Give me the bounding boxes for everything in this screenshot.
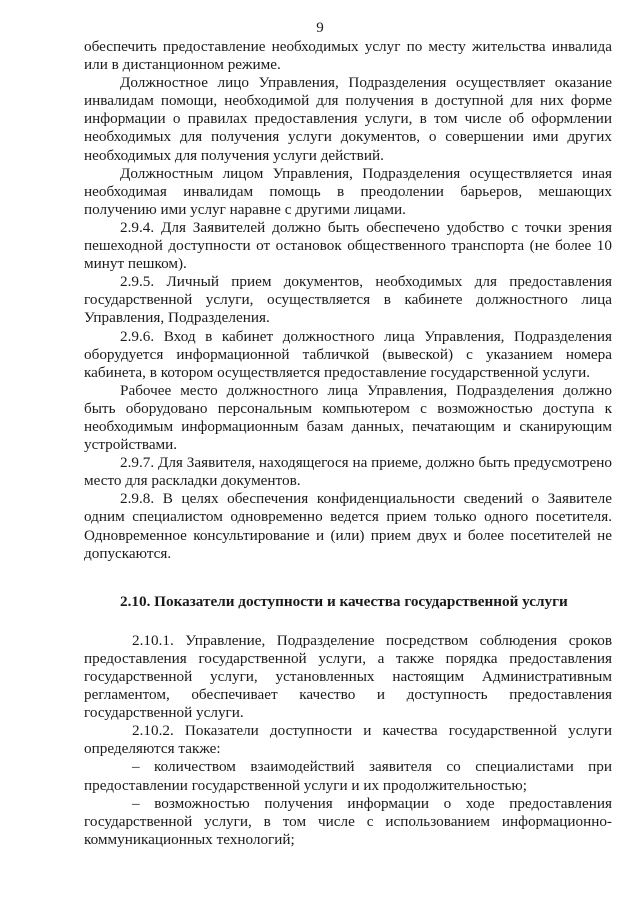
- list-item: – количеством взаимодействий заявителя со специалистами при предоставлении государственной услуги и их продолжительностью;: [84, 758, 612, 794]
- paragraph: Должностное лицо Управления, Подразделения осуществляет оказание инвалидам помощи, необходимой для получения в доступной для них форме информации о правилах предоставления услуги, в том числе об оформлении необходимых для получения услуги документов, о совершении ими других необходимых для получения услуги действий.: [84, 74, 612, 164]
- paragraph: обеспечить предоставление необходимых услуг по месту жительства инвалида или в дистанционном режиме.: [84, 38, 612, 74]
- paragraph: Должностным лицом Управления, Подразделения осуществляется иная необходимая инвалидам помощь в преодолении барьеров, мешающих получению ими услуг наравне с другими лицами.: [84, 164, 612, 218]
- list-item: – возможностью получения информации о ходе предоставления государственной услуги, в том числе с использованием информационно-коммуникационных технологий;: [84, 794, 612, 848]
- document-body: [84, 38, 612, 849]
- page-number: 9: [316, 20, 324, 36]
- paragraph: 2.9.7. Для Заявителя, находящегося на приеме, должно быть предусмотрено место для раскладки документов.: [84, 454, 612, 490]
- paragraph: Рабочее место должностного лица Управления, Подразделения должно быть оборудовано персональным компьютером с возможностью доступа к необходимым информационным базам данных, печатающим и сканирующим устройствами.: [84, 381, 612, 454]
- paragraph: 2.9.4. Для Заявителей должно быть обеспечено удобство с точки зрения пешеходной доступности от остановок общественного транспорта (не более 10 минут пешком).: [84, 218, 612, 273]
- paragraph: 2.9.6. Вход в кабинет должностного лица Управления, Подразделения оборудуется информационной табличкой (вывеской) с указанием номера кабинета, в котором осуществляется предоставление государственной услуги.: [84, 327, 612, 381]
- paragraph: 2.9.8. В целях обеспечения конфиденциальности сведений о Заявителе одним специалистом одновременно ведется прием только одного посетителя. Одновременное консультирование и (или) прием двух и более посетителей не допускаются.: [84, 490, 612, 562]
- paragraph: 2.9.5. Личный прием документов, необходимых для предоставления государственной услуги, осуществляется в кабинете должностного лица Управления, Подразделения.: [84, 273, 612, 327]
- paragraph: 2.10.1. Управление, Подразделение посредством соблюдения сроков предоставления государственной услуги, а также порядка предоставления государственной услуги, установленных настоящим Административным регламентом, обеспечивает качество и доступность предоставления государственной услуги.: [84, 631, 612, 722]
- paragraph: 2.10.2. Показатели доступности и качества государственной услуги определяются также:: [84, 722, 612, 758]
- section-heading: 2.10. Показатели доступности и качества государственной услуги: [120, 592, 568, 610]
